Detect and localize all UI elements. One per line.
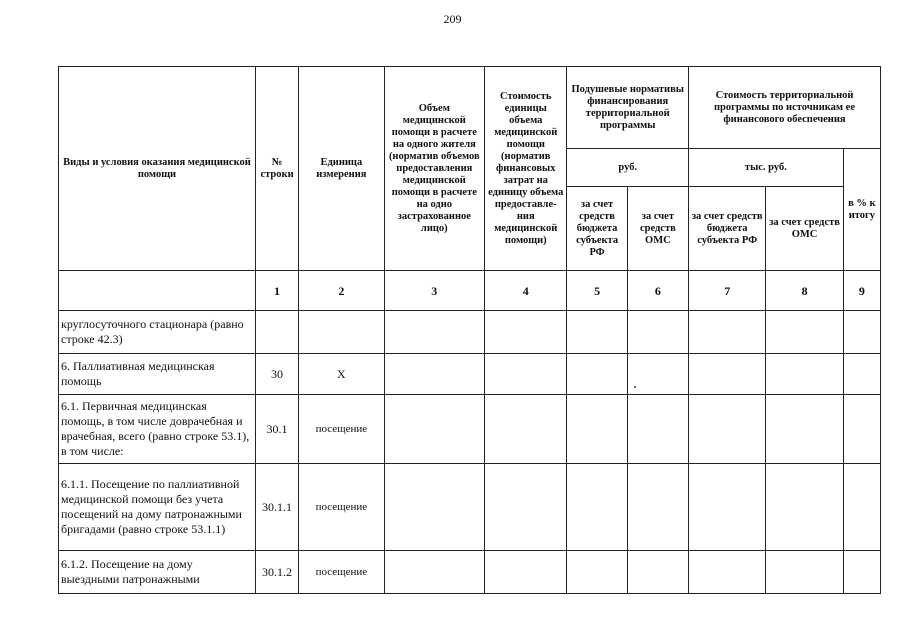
row-unit: X xyxy=(299,354,384,395)
column-number: 2 xyxy=(299,271,384,311)
row-number: 30.1.1 xyxy=(255,464,298,551)
header-per-capita: Подушевые нормативы финансирования территориальной программы xyxy=(567,67,689,149)
column-number: 4 xyxy=(485,271,567,311)
header-volume: Объем медицинской помощи в расчете на одного жителя (норматив объемов предоставления медицинской помощи в расчете на одно застрахованное лицо) xyxy=(384,67,484,271)
cell xyxy=(627,395,688,464)
column-number: 3 xyxy=(384,271,484,311)
cell xyxy=(843,464,880,551)
cell xyxy=(384,464,484,551)
cell xyxy=(689,354,766,395)
column-number-blank xyxy=(59,271,256,311)
cell xyxy=(843,395,880,464)
header-name: Виды и условия оказания медицинской помощи xyxy=(59,67,256,271)
table-row xyxy=(59,311,881,354)
cell xyxy=(766,354,843,395)
cell xyxy=(485,354,567,395)
cell xyxy=(567,354,627,395)
header-oms-thous: за счет средств ОМС xyxy=(766,187,843,271)
column-number-row xyxy=(59,271,881,311)
table-row xyxy=(59,395,881,464)
row-name: круглосуточного стационара (равно строке 42.3) xyxy=(59,311,256,354)
header-program-cost: Стоимость территориальной программы по источникам ее финансового обеспечения xyxy=(689,67,881,149)
cell xyxy=(567,395,627,464)
column-number: 5 xyxy=(567,271,627,311)
cell xyxy=(485,551,567,594)
cell xyxy=(766,551,843,594)
cell xyxy=(766,311,843,354)
column-number: 1 xyxy=(255,271,298,311)
cell xyxy=(485,311,567,354)
cell xyxy=(843,551,880,594)
cell xyxy=(567,551,627,594)
header-row-number: № строки xyxy=(255,67,298,271)
cell xyxy=(567,311,627,354)
cell xyxy=(627,354,688,395)
row-name: 6.1. Первичная медицинская помощь, в том числе доврачебная и врачебная, всего (равно строке 53.1), в том числе: xyxy=(59,395,256,464)
row-number: 30.1.2 xyxy=(255,551,298,594)
cell xyxy=(766,395,843,464)
financing-table xyxy=(58,66,881,594)
cell xyxy=(384,354,484,395)
row-name: 6.1.2. Посещение на дому выездными патронажными xyxy=(59,551,256,594)
header-unit-cost: Стоимость единицы объема медицинской помощи (норматив финансовых затрат на единицу объема предоставле-ния медицинской помощи) xyxy=(485,67,567,271)
header-percent: в % к итогу xyxy=(843,149,880,271)
header-budget-rub: за счет средств бюджета субъекта РФ xyxy=(567,187,627,271)
cell xyxy=(384,395,484,464)
row-unit: посещение xyxy=(299,464,384,551)
column-number: 9 xyxy=(843,271,880,311)
table-row xyxy=(59,354,881,395)
header-unit: Единица измерения xyxy=(299,67,384,271)
row-unit xyxy=(299,311,384,354)
cell xyxy=(384,551,484,594)
column-number: 8 xyxy=(766,271,843,311)
cell xyxy=(843,311,880,354)
header-budget-thous: за счет средств бюджета субъекта РФ xyxy=(689,187,766,271)
cell xyxy=(843,354,880,395)
row-name: 6. Паллиативная медицинская помощь xyxy=(59,354,256,395)
row-number xyxy=(255,311,298,354)
scan-speck xyxy=(634,386,636,388)
column-number: 7 xyxy=(689,271,766,311)
row-name: 6.1.1. Посещение по паллиативной медицинской помощи без учета посещений на дому патронажными бригадами (равно строке 53.1.1) xyxy=(59,464,256,551)
cell xyxy=(485,464,567,551)
cell xyxy=(627,464,688,551)
header-rub: руб. xyxy=(567,149,689,187)
cell xyxy=(689,464,766,551)
page-number: 209 xyxy=(443,12,462,26)
cell xyxy=(567,464,627,551)
header-oms-rub: за счет средств ОМС xyxy=(627,187,688,271)
row-number: 30 xyxy=(255,354,298,395)
header-thous-rub: тыс. руб. xyxy=(689,149,844,187)
column-number: 6 xyxy=(627,271,688,311)
cell xyxy=(627,551,688,594)
cell xyxy=(627,311,688,354)
cell xyxy=(384,311,484,354)
cell xyxy=(689,311,766,354)
row-number: 30.1 xyxy=(255,395,298,464)
table-row xyxy=(59,464,881,551)
row-unit: посещение xyxy=(299,551,384,594)
row-unit: посещение xyxy=(299,395,384,464)
cell xyxy=(485,395,567,464)
cell xyxy=(689,395,766,464)
cell xyxy=(766,464,843,551)
table-row xyxy=(59,551,881,594)
cell xyxy=(689,551,766,594)
